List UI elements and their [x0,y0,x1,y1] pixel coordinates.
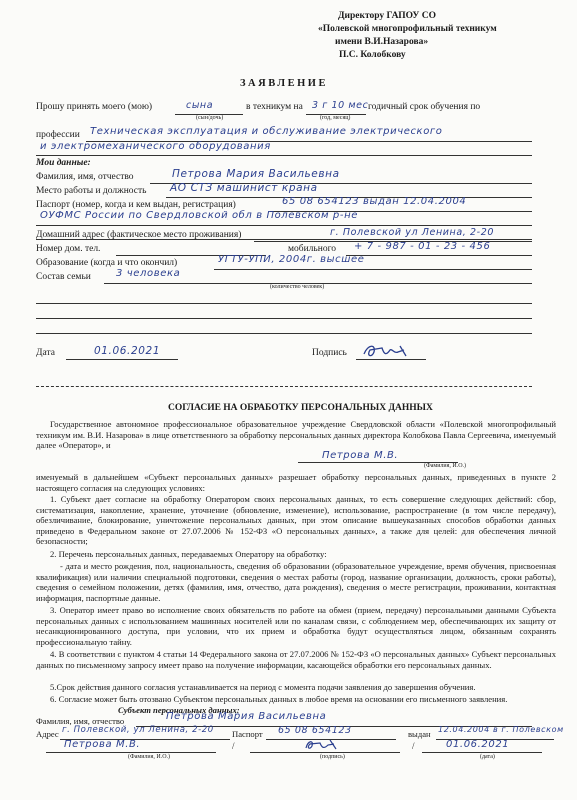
addressee-line-3: имени В.И.Назарова» [335,37,429,47]
consent-p2-list: - дата и место рождения, пол, национальность, сведения об образовании (образовательное учреждение, время обучения, присвоенная квалификация) или наличии специальной подготовки, сведения о местах работы (город, название организации, должность, сроки работы), сведения о семейном положении, детях (фамилия, имя, отчество, дата рождения), сведения о месте регистрации, проживании, контактная информация, паспортные данные. [36,561,556,603]
work-label: Место работы и должность [36,186,147,196]
subject-name-label: Фамилия, имя, отчество [36,716,125,726]
profession-value-2: и электромеханического оборудования [40,141,271,152]
blank-line-3 [36,333,532,334]
name-value: Петрова Мария Васильевна [172,168,340,180]
subject-signature [302,736,348,754]
subject-address-value: г. Полевской, ул Ленина, 2-20 [62,725,214,735]
passport-line-2 [36,225,532,226]
consent-p3: 3. Оператор имеет право во исполнение своих обязательств по работе на обмен (прием, передачу) персональными данными Субъекта персональных данных с использованием машинных носителей или по каналам связи, с соблюдением мер, обеспечивающих их защиту от несанкционированного доступа, при условии, что их прием и обработка будут осуществляться лицом, обязанным сохранять профессиональную тайну. [36,605,556,647]
relation-value: сына [186,100,214,111]
consent-p4: 4. В соответствии с пунктом 4 статьи 14 Федерального закона от 27.07.2006 № 152-ФЗ «О персональных данных» Субъект персональных данных по письменному запросу имеет право на получение информации, касающейся обработки его персональных данных. [36,649,556,670]
my-data-heading: Мои данные: [36,158,91,168]
phone-label: Номер дом. тел. [36,244,101,254]
passport-value-1: 65 08 654123 выдан 12.04.2004 [282,196,467,207]
education-value: УГТУ-УПИ, 2004г. высшее [218,254,365,265]
term-caption: (год, месяц) [320,115,351,121]
term-value: 3 г 10 мес [312,100,369,111]
blank-line-2 [36,318,532,319]
date-label: Дата [36,348,55,358]
caption-date: (дата) [480,754,495,760]
subject-heading: Субъект персональных данных: [118,705,240,715]
work-value: АО СТЗ машинист крана [170,182,318,194]
mobile-label: мобильного [288,244,336,254]
addressee-line-4: П.С. Колобкову [339,50,406,60]
mobile-line [346,255,532,256]
addressee-line-1: Директору ГАПОУ СО [338,11,437,21]
profession-label: профессии [36,130,80,140]
relation-caption: (сын/дочь) [196,115,224,121]
applicant-signature [360,340,420,362]
sig-date-line [422,752,542,753]
signature-label: Подпись [312,348,347,358]
passport-value-2: ОУФМС России по Свердловской обл в Полевском р-не [40,210,358,221]
sig-date-value: 01.06.2021 [446,739,510,750]
caption-name: (Фамилия, И.О.) [128,754,171,760]
family-caption: (количество человек) [270,284,325,290]
date-line [66,359,178,360]
family-label: Состав семьи [36,272,91,282]
to-school-label: в техникум на [246,102,303,112]
intro-caption: (Фамилия, И.О.) [424,463,467,469]
date-value: 01.06.2021 [94,345,161,357]
address-label: Домашний адрес (фактическое место проживания) [36,230,242,240]
consent-p2: 2. Перечень персональных данных, передаваемых Оператору на обработку: [50,549,327,559]
name-label: Фамилия, имя, отчество [36,172,134,182]
consent-intro-cont: именуемый в дальнейшем «Субъект персональных данных» разрешает обработку персональных данных, приведенных в пункте 2 настоящего согласия на следующих условиях: [36,472,556,493]
address-value: г. Полевской ул Ленина, 2-20 [330,227,494,238]
accept-prefix: Прошу принять моего (мою) [36,102,153,112]
document-title: ЗАЯВЛЕНИЕ [240,78,328,89]
subject-issued-value: 12.04.2004 в г. Полевском [438,725,564,734]
mobile-value: + 7 - 987 - 01 - 23 - 456 [354,241,491,252]
consent-p1: 1. Субъект дает согласие на обработку Оператором своих персональных данных, то есть совершение следующих действий: сбор, систематизация, накопление, хранение, уточнение (обновление, изменение), использование, распространение (в том числе передачу), обезличивание, блокирование, уничтожение персональных данных, при этом описание вышеуказанных способов обработки данных приведено в Федеральном законе от 27.07.2006 № 152-ФЗ «О персональных данных», а также для целей: для обеспечения личной безопасности; [36,494,556,547]
blank-line-1 [36,303,532,304]
section-divider [36,386,532,387]
sig-name-line [46,752,216,753]
caption-signature: (подпись) [320,754,345,760]
sig-name-value: Петрова М.В. [64,739,141,750]
subject-passport-label: Паспорт [232,729,263,739]
consent-intro: Государственное автономное профессиональное образовательное учреждение Свердловской области «Полевской многопрофильный техникум им. В.И. Назарова» в лице ответственного за обработку персональных данных директора Колобкова Павла Сергеевича, именуемый далее «Оператор», и [36,419,556,451]
consent-p5: 5.Срок действия данного согласия устанавливается на период с момента подачи заявления до завершения обучения. [50,682,476,692]
addressee-line-2: «Полевской многопрофильный техникум [318,24,497,34]
subject-name-value: Петрова Мария Васильевна [166,711,327,722]
subject-issued-label: выдан [408,729,431,739]
passport-label: Паспорт (номер, когда и кем выдан, регистрация) [36,200,236,210]
consent-p6: 6. Согласие может быть отозвано Субъектом персональных данных в любое время на основании его письменного заявления. [50,694,508,704]
intro-name-value: Петрова М.В. [322,450,399,461]
profession-value-1: Техническая эксплуатация и обслуживание электрического [90,126,443,137]
education-label: Образование (когда и что окончил) [36,258,178,268]
annual-suffix: годичный срок обучения по [368,102,481,112]
family-value: 3 человека [116,268,181,279]
subject-address-label: Адрес [36,729,59,739]
education-line [214,269,532,270]
consent-title: СОГЛАСИЕ НА ОБРАБОТКУ ПЕРСОНАЛЬНЫХ ДАННЫХ [168,403,433,413]
profession-line-2 [36,155,532,156]
subject-passport-value: 65 08 654123 [278,725,352,736]
